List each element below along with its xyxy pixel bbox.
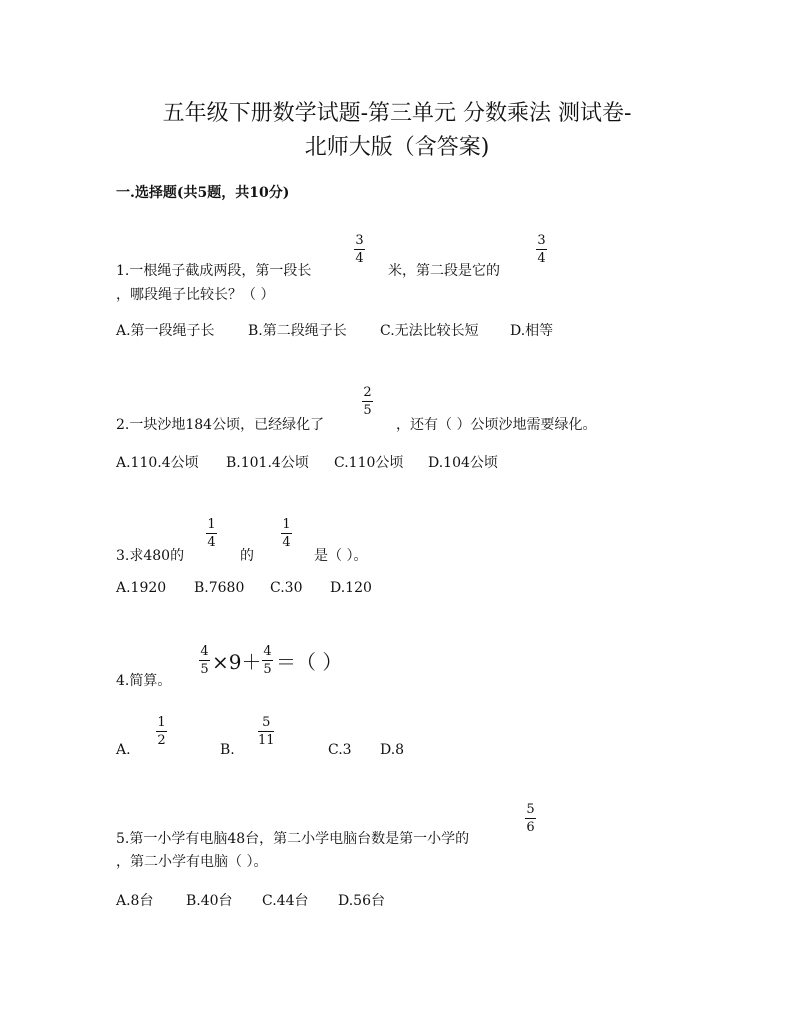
numerator: 4 — [263, 644, 272, 659]
q5-option-a[interactable]: A.8台 — [116, 893, 154, 909]
q3-text-c: 是（ ）。 — [314, 548, 368, 564]
numerator: 4 — [200, 644, 209, 659]
q3-fraction-2 — [281, 518, 292, 549]
q4-option-b-fraction — [258, 716, 275, 747]
q5-text-b: ，第二小学有电脑（ ）。 — [116, 854, 268, 870]
q3-option-a[interactable]: A.1920 — [116, 580, 167, 596]
q2-option-b[interactable]: B.101.4公顷 — [226, 455, 309, 471]
q4-text-a: 4.简算。 — [116, 673, 172, 689]
q5-text-a: 5.第一小学有电脑48台，第二小学电脑台数是第一小学的 — [116, 831, 470, 847]
q3-option-b[interactable]: B.7680 — [194, 580, 245, 596]
numerator: 5 — [526, 802, 535, 817]
numerator: 1 — [207, 517, 216, 532]
q1-option-d[interactable]: D.相等 — [510, 323, 554, 339]
q1-text-c: ，哪段绳子比较长？（ ） — [116, 287, 275, 303]
q4-expression-equals: ＝（ ） — [276, 650, 343, 674]
numerator: 3 — [355, 233, 364, 248]
q2-text-a: 2.一块沙地184公顷，已经绿化了 — [116, 417, 325, 433]
q1-option-a[interactable]: A.第一段绳子长 — [116, 323, 215, 339]
q4-expression-times: ×9＋ — [212, 650, 262, 674]
q1-fraction-1 — [354, 234, 365, 265]
numerator: 5 — [262, 715, 271, 730]
q5-option-b[interactable]: B.40台 — [186, 893, 233, 909]
denominator: 5 — [200, 662, 209, 677]
denominator: 4 — [537, 251, 546, 266]
q1-option-b[interactable]: B.第二段绳子长 — [248, 323, 347, 339]
numerator: 2 — [363, 385, 372, 400]
q1-text-b: 米，第二段是它的 — [388, 263, 500, 279]
q5-option-c[interactable]: C.44台 — [262, 893, 309, 909]
numerator: 1 — [157, 715, 166, 730]
numerator: 3 — [537, 233, 546, 248]
q2-option-d[interactable]: D.104公顷 — [428, 455, 498, 471]
page-title-line2: 北师大版（含答案) — [304, 135, 490, 160]
q2-text-b: ，还有（ ）公顷沙地需要绿化。 — [396, 417, 597, 433]
q4-option-a[interactable]: A. — [116, 742, 131, 758]
denominator: 5 — [363, 403, 372, 418]
q1-text-a: 1.一根绳子截成两段，第一段长 — [116, 263, 312, 279]
section-heading: 一.选择题(共5题，共10分) — [116, 185, 290, 201]
denominator: 2 — [157, 733, 166, 748]
q4-option-c[interactable]: C.3 — [328, 742, 352, 758]
q2-option-a[interactable]: A.110.4公顷 — [116, 455, 199, 471]
q5-fraction-1 — [525, 803, 536, 834]
q4-option-a-fraction — [156, 716, 167, 747]
q2-option-c[interactable]: C.110公顷 — [334, 455, 404, 471]
q4-fraction-1 — [199, 645, 210, 676]
q1-fraction-2 — [536, 234, 547, 265]
denominator: 11 — [258, 733, 275, 748]
q4-option-d[interactable]: D.8 — [380, 742, 405, 758]
q3-fraction-1 — [206, 518, 217, 549]
numerator: 1 — [282, 517, 291, 532]
q4-fraction-2 — [262, 645, 273, 676]
denominator: 5 — [263, 662, 272, 677]
q2-fraction-1 — [362, 386, 373, 417]
q3-text-b: 的 — [240, 548, 254, 564]
page-title-line1: 五年级下册数学试题-第三单元 分数乘法 测试卷- — [162, 101, 632, 126]
q3-option-c[interactable]: C.30 — [270, 580, 303, 596]
denominator: 4 — [207, 535, 216, 550]
q4-option-b[interactable]: B. — [220, 742, 235, 758]
q3-option-d[interactable]: D.120 — [330, 580, 372, 596]
denominator: 4 — [355, 251, 364, 266]
denominator: 6 — [526, 820, 535, 835]
denominator: 4 — [282, 535, 291, 550]
q1-option-c[interactable]: C.无法比较长短 — [380, 323, 479, 339]
q5-option-d[interactable]: D.56台 — [338, 893, 385, 909]
q3-text-a: 3.求480的 — [116, 548, 185, 564]
